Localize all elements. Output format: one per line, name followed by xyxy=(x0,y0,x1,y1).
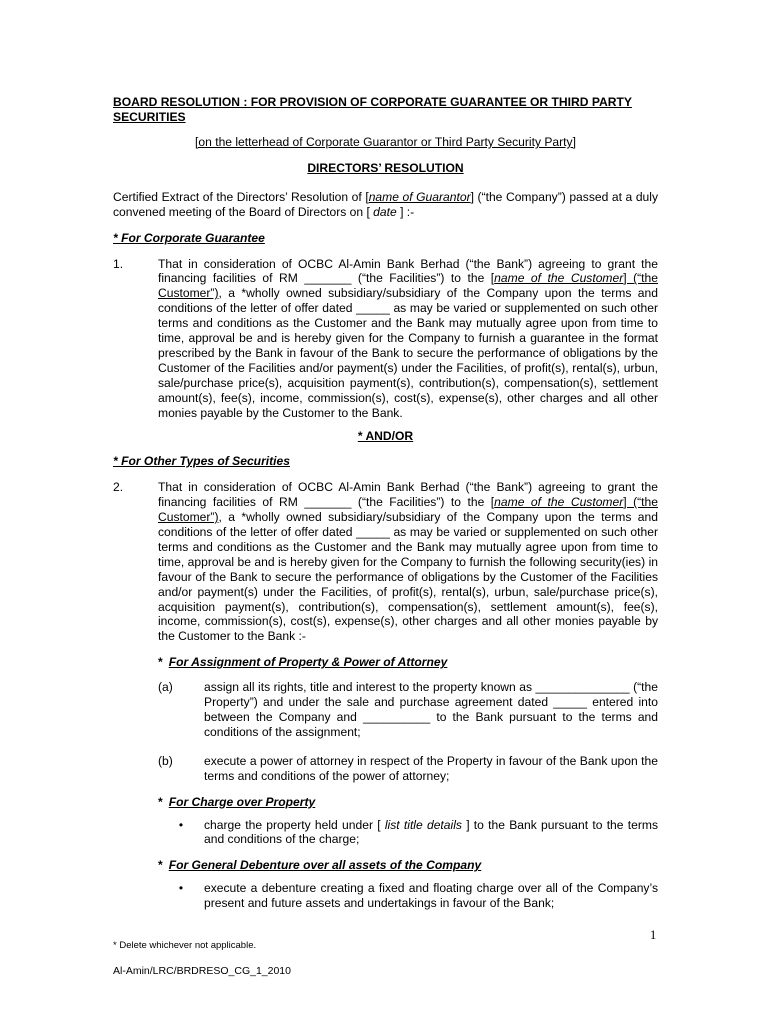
clause-text xyxy=(158,480,658,644)
asterisk: * xyxy=(158,858,163,873)
intro-paragraph xyxy=(113,190,658,220)
page-number: 1 xyxy=(650,928,657,942)
asterisk: * xyxy=(158,655,163,670)
clause-number: 2. xyxy=(113,480,124,495)
clause-1-text-a: That in consideration of OCBC Al-Amin Bank Berhad (“the Bank”) agreeing to grant the financing facilities of RM _______ (“the Facilities”) to the [ xyxy=(158,256,658,286)
customer-name-placeholder: name of the Customer xyxy=(494,495,624,510)
clause-text xyxy=(158,257,658,421)
asterisk: * xyxy=(158,794,163,809)
clause-2 xyxy=(113,480,658,644)
footnote: * Delete whichever not applicable. xyxy=(113,940,257,951)
bullet-text-a: charge the property held under [ xyxy=(204,817,385,832)
document-reference-footer: Al-Amin/LRC/BRDRESO_CG_1_2010 xyxy=(113,965,291,977)
document-title: BOARD RESOLUTION : FOR PROVISION OF CORPORATE GUARANTEE OR THIRD PARTY SECURITIES xyxy=(113,95,632,124)
bullet-icon: • xyxy=(178,817,184,832)
charge-bullet-item xyxy=(158,818,658,848)
section-other-securities-title: * For Other Types of Securities xyxy=(113,454,290,469)
option-assignment-title xyxy=(158,655,658,670)
clause-number: 1. xyxy=(113,256,124,271)
option-title-text: For Charge over Property xyxy=(168,794,316,809)
bullet-text-b: ] to the Bank pursuant to the terms and conditions of the charge; xyxy=(204,817,659,847)
bullet-icon: • xyxy=(178,881,184,896)
option-title-text: For Assignment of Property & Power of Attorney xyxy=(168,655,448,670)
resolution-heading: DIRECTORS’ RESOLUTION xyxy=(307,160,464,175)
intro-text-3: ] :- xyxy=(396,204,415,219)
sub-clause-label: (a) xyxy=(158,680,173,695)
date-placeholder: date xyxy=(373,204,397,219)
option-title-text: For General Debenture over all assets of the Company xyxy=(168,858,482,873)
guarantor-name-placeholder: name of Guarantor xyxy=(368,189,471,204)
title-details-placeholder: list title details xyxy=(384,817,462,832)
clause-1 xyxy=(113,257,658,421)
section-corporate-guarantee-title: * For Corporate Guarantee xyxy=(113,230,265,245)
debenture-bullet-item xyxy=(158,881,658,911)
sub-clause-text: assign all its rights, title and interest to the property known as ______________ (“the Property”) and under the sale and purchase agreement dated _____ entered into between the Company and __________ to the Bank pursuant to the terms and conditions of the assignment; xyxy=(204,680,658,739)
sub-clause-text: execute a power of attorney in respect of the Property in favour of the Bank upon the terms and conditions of the power of attorney; xyxy=(204,753,658,783)
sub-clause-a xyxy=(158,680,658,740)
sub-clause-label: (b) xyxy=(158,753,173,768)
option-debenture-title xyxy=(158,858,658,873)
document-page xyxy=(113,95,658,911)
intro-text-2: ] (“the Company”) passed at a duly convened meeting of the Board of Directors on [ xyxy=(113,189,658,219)
option-charge-title xyxy=(158,795,658,810)
bullet-text xyxy=(204,818,658,848)
clause-2-text-c: , a *wholly owned subsidiary/subsidiary of the Company upon the terms and conditions of the letter of offer dated _____ as may be varied or supplemented on such other terms and conditions as the Customer and the Bank may mutually agree upon from time to time, approval be and is hereby given for the Company to furnish the following security(ies) in favour of the Bank to secure the performance of obligations by the Customer of the Facilities and/or payment(s) under the Facilities, of profit(s), rental(s), urbun, sale/purchase price(s), acquisition payment(s), contribution(s), compensation(s), settlement amount(s), fee(s), income, commission(s), cost(s), expense(s), other charges and all other monies payable by the Customer to the Bank :- xyxy=(158,510,658,644)
clause-2-text-a: That in consideration of OCBC Al-Amin Bank Berhad (“the Bank”) agreeing to grant the financing facilities of RM _______ (“the Facilities”) to the [ xyxy=(158,480,658,510)
letterhead-note: [on the letterhead of Corporate Guarantor or Third Party Security Party] xyxy=(195,135,576,149)
clause-1-text-b: ] (“the Customer”) xyxy=(158,271,658,301)
sub-clause-b xyxy=(158,754,658,784)
customer-name-placeholder: name of the Customer xyxy=(494,271,624,286)
and-or-separator: * AND/OR xyxy=(357,428,414,443)
clause-2-text-b: ] (“the Customer”) xyxy=(158,495,658,525)
intro-text-1: Certified Extract of the Directors’ Resolution of [ xyxy=(113,189,369,204)
bullet-text: execute a debenture creating a fixed and floating charge over all of the Company’s present and future assets and undertakings in favour of the Bank; xyxy=(204,881,658,911)
clause-1-text-c: , a *wholly owned subsidiary/subsidiary of the Company upon the terms and conditions of the letter of offer dated _____ as may be varied or supplemented on such other terms and conditions as the Customer and the Bank may mutually agree upon from time to time, approval be and is hereby given for the Company to furnish a guarantee in the format prescribed by the Bank in favour of the Bank to secure the performance of obligations by the Customer of the Facilities and/or payment(s) under the Facilities, of profit(s), rental(s), urbun, sale/purchase price(s), acquisition payment(s), contribution(s), compensation(s), settlement amount(s), fee(s), income, commission(s), cost(s), expense(s), other charges and all other monies payable by the Customer to the Bank. xyxy=(158,286,658,420)
